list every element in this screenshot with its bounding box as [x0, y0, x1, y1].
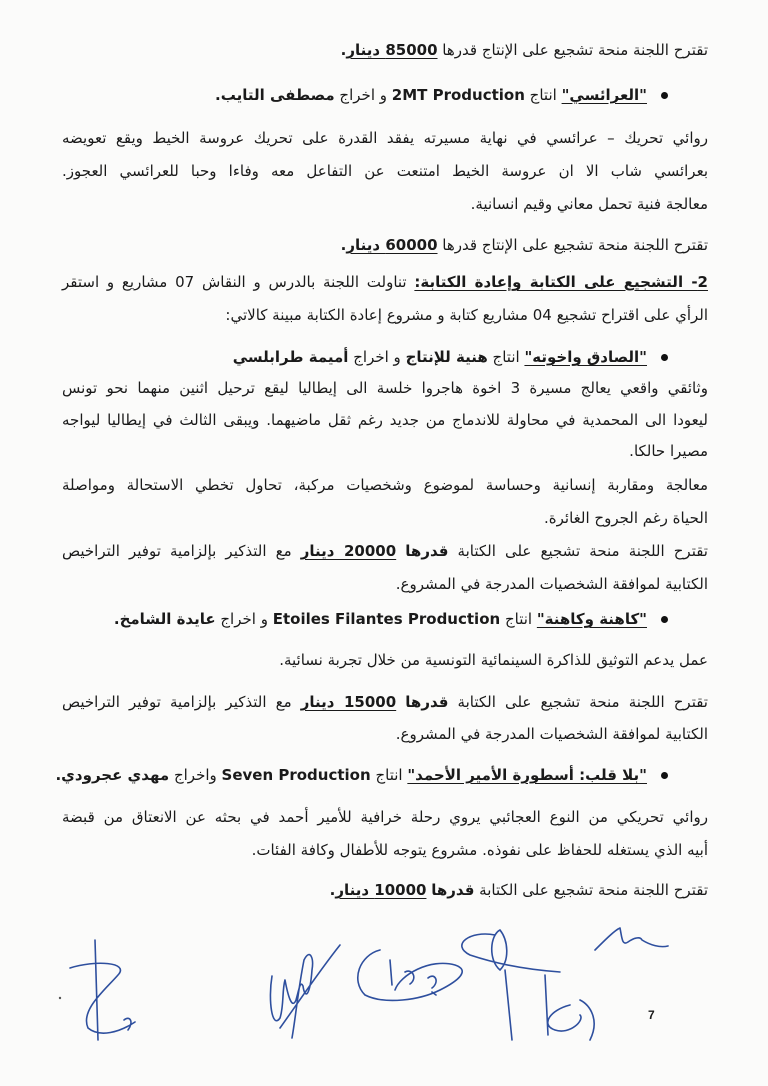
- project-title: "الصادق واخوته": [524, 348, 647, 366]
- bullet-icon: [661, 616, 668, 623]
- text: تقترح اللجنة منحة تشجيع على الكتابة: [474, 881, 708, 899]
- paragraph-line: روائي تحريك – عرائسي في نهاية مسيرته يفقد القدرة على تحريك عروسة الخيط ويقع تعويضه: [62, 129, 708, 147]
- text: انتاج: [370, 766, 408, 784]
- producer: 2MT Production: [391, 86, 525, 104]
- text: مع التذكير بإلزامية توفير التراخيص: [62, 542, 301, 560]
- text: .: [340, 41, 347, 59]
- signature-1: [70, 940, 135, 1040]
- paragraph-line: ليعودا الى المحمدية في محاولة للاندماج من جديد رغم ثقل ماضيهما. ويبقى الثالث في إيطاليا ليواجه: [62, 411, 708, 429]
- project-alaraisi: [215, 85, 668, 105]
- text: قدرها: [405, 693, 449, 711]
- director: عايدة الشامخ.: [113, 610, 216, 628]
- grant-line-1: [341, 40, 708, 60]
- signature-4: [462, 930, 594, 1040]
- bullet-icon: [661, 92, 668, 99]
- director: مهدي عجرودي.: [55, 766, 170, 784]
- text: واخراج: [169, 766, 222, 784]
- paragraph-line: عمل يدعم التوثيق للذاكرة السينمائية التونسية من خلال تجربة نسائية.: [279, 651, 708, 669]
- text: انتاج: [487, 348, 525, 366]
- producer: Etoiles Filantes Production: [272, 610, 501, 628]
- producer: Seven Production: [221, 766, 371, 784]
- grant-line-5: [330, 880, 708, 900]
- text: تقترح اللجنة منحة تشجيع على الإنتاج قدرها: [437, 236, 708, 254]
- grant-line-2: [341, 235, 708, 255]
- text: .: [340, 236, 347, 254]
- producer: هنية للإنتاج: [405, 348, 488, 366]
- amount: 15000 دينار: [300, 693, 397, 711]
- text: تقترح اللجنة منحة تشجيع على الكتابة: [448, 693, 708, 711]
- text: تقترح اللجنة منحة تشجيع على الإنتاج قدرها: [437, 41, 708, 59]
- amount: 85000 دينار: [346, 41, 438, 59]
- project-title: "كاهنة وكاهنة": [536, 610, 647, 628]
- text: قدرها: [431, 881, 475, 899]
- page-number: 7: [648, 1008, 655, 1022]
- paragraph-line: معالجة ومقاربة إنسانية وحساسة لموضوع وشخصيات مركبة، تحاول تخطي الاستحالة ومواصلة: [62, 476, 708, 494]
- text: تناولت اللجنة بالدرس و النقاش 07 مشاريع و استقر: [62, 273, 415, 291]
- director: مصطفى التايب.: [215, 86, 335, 104]
- text: مع التذكير بإلزامية توفير التراخيص: [62, 693, 301, 711]
- signature-2: [270, 945, 340, 1038]
- text: و اخراج: [348, 348, 406, 366]
- amount: 20000 دينار: [300, 542, 397, 560]
- director: أميمة طرابلسي: [232, 348, 349, 366]
- signature-3: [358, 950, 462, 1000]
- project-bila-qalb: [55, 765, 668, 785]
- paragraph-line: الكتابية لموافقة الشخصيات المدرجة في المشروع.: [395, 725, 708, 743]
- paragraph-line: وثائقي واقعي يعالج مسيرة 3 اخوة هاجروا خلسة الى إيطاليا ليقع ترحيل اثنين منهما نحو تونس: [62, 379, 708, 397]
- grant-line-3: [62, 541, 708, 561]
- bullet-icon: [661, 772, 668, 779]
- signatures: [0, 900, 768, 1060]
- project-title: "العرائسي": [561, 86, 647, 104]
- project-alsadiq: [233, 347, 668, 367]
- section-title: 2- التشجيع على الكتابة وإعادة الكتابة:: [414, 273, 708, 291]
- paragraph-line: الرأي على اقتراح تشجيع 04 مشاريع كتابة و مشروع إعادة الكتابة مبينة كالاتي:: [225, 306, 708, 324]
- project-kahena: [114, 609, 668, 629]
- text: و اخراج: [334, 86, 392, 104]
- paragraph-line: بعرائسي شاب الا ان عروسة الخيط امتنعت عن التفاعل معه وفاءا وحبا للعرائسي العجوز.: [62, 162, 708, 180]
- text: و اخراج: [215, 610, 273, 628]
- amount: 10000 دينار: [335, 881, 427, 899]
- paragraph-line: الكتابية لموافقة الشخصيات المدرجة في المشروع.: [395, 575, 708, 593]
- text: انتاج: [524, 86, 562, 104]
- paragraph-line: روائي تحريكي من النوع العجائبي يروي رحلة خرافية للأمير أحمد في بحثه عن الانعتاق من قبضة: [62, 808, 708, 826]
- text: قدرها: [405, 542, 449, 560]
- section-2-heading: [62, 272, 708, 292]
- paragraph-line: مصيرا حالكا.: [629, 442, 708, 460]
- text: .: [329, 881, 336, 899]
- text: انتاج: [500, 610, 537, 628]
- paragraph-line: الحياة رغم الجروح الغائرة.: [544, 509, 708, 527]
- paragraph-line: معالجة فنية تحمل معاني وقيم انسانية.: [470, 195, 708, 213]
- project-title: "بلا قلب: أسطورة الأمير الأحمد": [407, 766, 647, 784]
- text: تقترح اللجنة منحة تشجيع على الكتابة: [448, 542, 708, 560]
- paragraph-line: أبيه الذي يستغله للحفاظ على نفوذه. مشروع يتوجه للأطفال وكافة الفئات.: [251, 841, 708, 859]
- signature-5: [595, 928, 668, 950]
- bullet-icon: [661, 354, 668, 361]
- grant-line-4: [62, 692, 708, 712]
- amount: 60000 دينار: [346, 236, 438, 254]
